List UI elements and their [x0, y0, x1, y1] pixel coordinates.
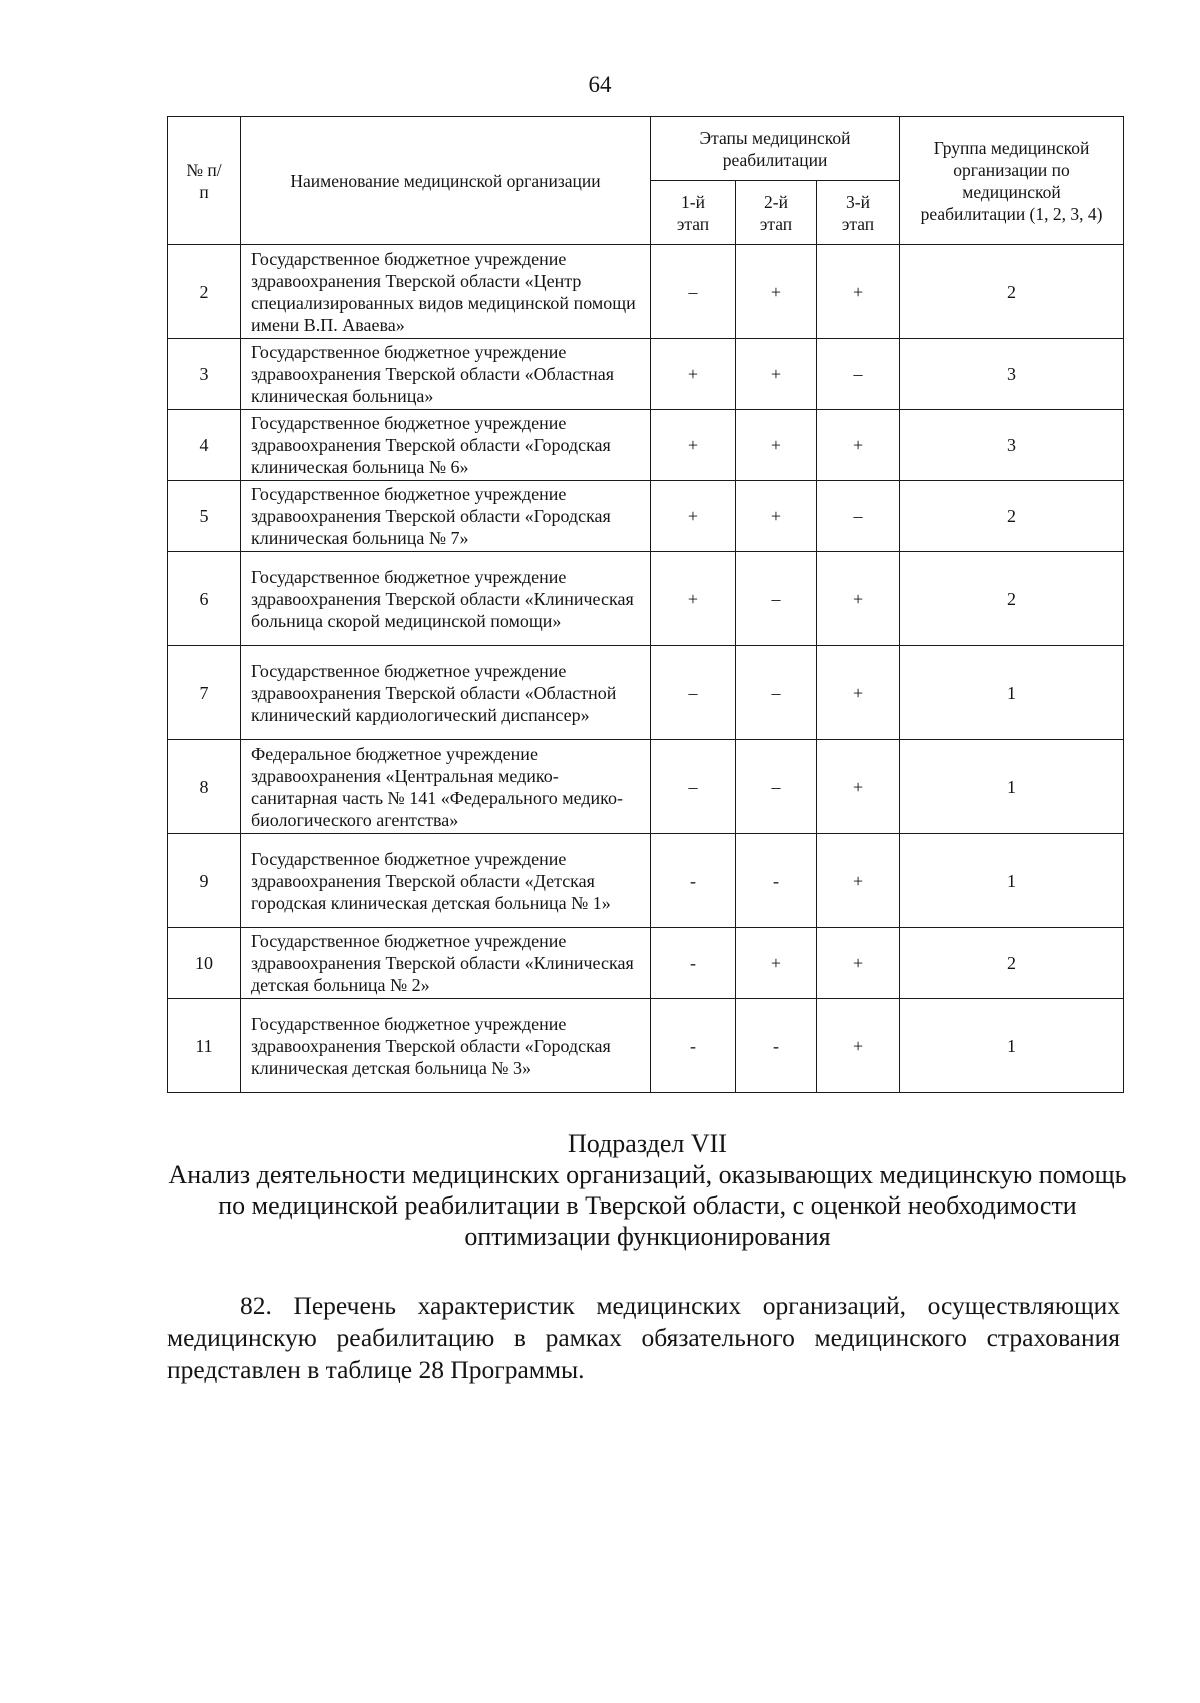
row-stage1: -: [651, 834, 736, 928]
table-row: [168, 552, 1124, 646]
row-group: 1: [900, 740, 1124, 834]
row-org-name: Государственное бюджетное учреждение здравоохранения Тверской области «Клиническая детская больница № 2»: [241, 928, 651, 999]
table-row: [168, 740, 1124, 834]
table-body: [168, 245, 1124, 1093]
row-stage1: –: [651, 245, 736, 339]
row-group: 3: [900, 410, 1124, 481]
row-stage3: –: [817, 339, 900, 410]
row-stage3: +: [817, 834, 900, 928]
row-num: 3: [168, 339, 241, 410]
row-org-name: Государственное бюджетное учреждение здравоохранения Тверской области «Областная клиническая больница»: [241, 339, 651, 410]
row-stage1: +: [651, 339, 736, 410]
table-row: [168, 834, 1124, 928]
row-group: 2: [900, 245, 1124, 339]
row-stage3: +: [817, 999, 900, 1093]
row-org-name: Государственное бюджетное учреждение здравоохранения Тверской области «Клиническая больница скорой медицинской помощи»: [241, 552, 651, 646]
table-row: [168, 410, 1124, 481]
table-row: [168, 245, 1124, 339]
table-row: [168, 339, 1124, 410]
row-stage2: -: [736, 999, 817, 1093]
row-stage3: +: [817, 928, 900, 999]
row-org-name: Федеральное бюджетное учреждение здравоохранения «Центральная медико-санитарная часть № 141 «Федерального медико-биологического агентства»: [241, 740, 651, 834]
table-row: [168, 999, 1124, 1093]
page-number: 64: [588, 72, 612, 97]
row-org-name: Государственное бюджетное учреждение здравоохранения Тверской области «Областной клинический кардиологический диспансер»: [241, 646, 651, 740]
subsection-label: Подраздел VII: [568, 1129, 727, 1158]
row-stage2: +: [736, 410, 817, 481]
row-stage1: –: [651, 646, 736, 740]
row-stage3: +: [817, 245, 900, 339]
row-stage1: -: [651, 999, 736, 1093]
row-group: 1: [900, 999, 1124, 1093]
row-stage2: +: [736, 481, 817, 552]
table-header: [168, 117, 1124, 245]
row-stage2: –: [736, 740, 817, 834]
row-stage1: +: [651, 552, 736, 646]
row-org-name: Государственное бюджетное учреждение здравоохранения Тверской области «Центр специализированных видов медицинской помощи имени В.П. Аваева»: [241, 245, 651, 339]
header-group: Группа медицинской организации по медицинской реабилитации (1, 2, 3, 4): [900, 117, 1124, 245]
header-stages: Этапы медицинской реабилитации: [651, 117, 900, 181]
row-num: 4: [168, 410, 241, 481]
row-org-name: Государственное бюджетное учреждение здравоохранения Тверской области «Городская клиническая детская больница № 3»: [241, 999, 651, 1093]
row-num: 10: [168, 928, 241, 999]
row-num: 11: [168, 999, 241, 1093]
row-org-name: Государственное бюджетное учреждение здравоохранения Тверской области «Городская клиническая больница № 7»: [241, 481, 651, 552]
row-group: 2: [900, 552, 1124, 646]
row-stage3: +: [817, 552, 900, 646]
row-stage3: +: [817, 740, 900, 834]
row-group: 3: [900, 339, 1124, 410]
row-num: 9: [168, 834, 241, 928]
row-stage2: +: [736, 928, 817, 999]
row-stage1: +: [651, 481, 736, 552]
row-org-name: Государственное бюджетное учреждение здравоохранения Тверской области «Городская клиническая больница № 6»: [241, 410, 651, 481]
table-row: [168, 646, 1124, 740]
rehabilitation-table: [167, 116, 1124, 1093]
header-name: Наименование медицинской организации: [241, 117, 651, 245]
row-stage2: -: [736, 834, 817, 928]
row-stage2: +: [736, 339, 817, 410]
row-num: 7: [168, 646, 241, 740]
row-stage1: –: [651, 740, 736, 834]
table-row: [168, 928, 1124, 999]
row-stage2: +: [736, 245, 817, 339]
row-stage1: +: [651, 410, 736, 481]
row-num: 6: [168, 552, 241, 646]
row-stage3: +: [817, 646, 900, 740]
body-paragraph: 82. Перечень характеристик медицинских организаций, осуществляющих медицинскую реабилитацию в рамках обязательного медицинского страхования представлен в таблице 28 Программы.: [167, 1291, 1120, 1384]
row-stage1: -: [651, 928, 736, 999]
header-stage2: 2-й этап: [736, 181, 817, 245]
row-num: 2: [168, 245, 241, 339]
row-stage2: –: [736, 552, 817, 646]
row-group: 1: [900, 834, 1124, 928]
header-stage1: 1-й этап: [651, 181, 736, 245]
subsection-heading: [160, 1128, 1135, 1252]
row-stage3: +: [817, 410, 900, 481]
row-group: 2: [900, 928, 1124, 999]
row-num: 5: [168, 481, 241, 552]
header-num: № п/п: [168, 117, 241, 245]
row-group: 1: [900, 646, 1124, 740]
header-stage3: 3-й этап: [817, 181, 900, 245]
table-row: [168, 481, 1124, 552]
row-org-name: Государственное бюджетное учреждение здравоохранения Тверской области «Детская городская клиническая детская больница № 1»: [241, 834, 651, 928]
row-num: 8: [168, 740, 241, 834]
row-stage2: –: [736, 646, 817, 740]
row-group: 2: [900, 481, 1124, 552]
subsection-title: Анализ деятельности медицинских организаций, оказывающих медицинскую помощь по медицинской реабилитации в Тверской области, с оценкой необходимости оптимизации функционирования: [168, 1160, 1127, 1251]
row-stage3: –: [817, 481, 900, 552]
